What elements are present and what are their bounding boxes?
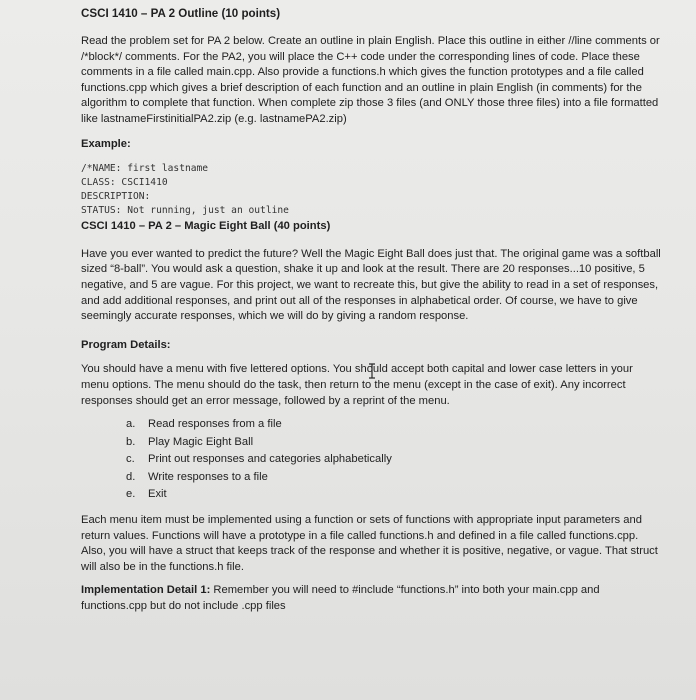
list-marker: d.: [126, 470, 136, 483]
pa2-title: CSCI 1410 – PA 2 – Magic Eight Ball (40 points): [81, 220, 331, 233]
implementation-detail-text: Remember you will need to #include “functions.h” into both your main.cpp and functions.cpp but do not include .cpp files: [81, 584, 600, 613]
outline-instructions: Read the problem set for PA 2 below. Create an outline in plain English. Place this outline in either //line comments or /*block*/ comments. For the PA2, you will place the C++ code under the corresponding lines of code. Place these comments in a file called main.cpp. Also provide a functions.h which gives the function prototypes and a file called functions.cpp which gives a brief description of each function and an outline in plain English (in comments) for the algorithm to complete that function. When complete zip those 3 files (and ONLY those three files) into a file formatted like lastnameFirstinitialPA2.zip (e.g. lastnamePA2.zip): [81, 35, 660, 125]
list-item-text: Exit: [148, 488, 167, 501]
example-label: Example:: [81, 137, 131, 150]
list-item: [126, 470, 663, 486]
code-line: STATUS: Not running, just an outline: [81, 205, 289, 217]
list-item: [126, 487, 663, 503]
list-marker: e.: [126, 488, 136, 501]
pa2-description: Have you ever wanted to predict the future? Well the Magic Eight Ball does just that. The original game was a softball sized “8-ball”. You would ask a question, shake it up and look at the result. There are 20 responses...10 positive, 5 negative, and 5 are vague. For this project, we want to recreate this, but give the ability to read in a set of responses, and add additional responses, and print out all of the responses in alphabetical order. Of course, we have to give seemingly accurate responses, which we will do by giving a random response.: [81, 247, 661, 323]
example-code-block: [81, 162, 663, 218]
list-item-text: Play Magic Eight Ball: [148, 435, 254, 448]
list-item-text: Read responses from a file: [148, 418, 282, 431]
document-content: [81, 6, 663, 615]
code-line: DESCRIPTION:: [81, 191, 151, 203]
list-item-text: Write responses to a file: [148, 470, 268, 483]
menu-options-list: [81, 417, 663, 503]
list-marker: a.: [126, 418, 136, 431]
list-item: [126, 452, 663, 468]
program-details-text: You should have a menu with five lettered options. You should accept both capital and lower case letters in your menu options. The menu should do the task, then return to the menu (except in the case of exit). Any incorrect responses should get an error message, followed by a reprint of the menu.: [81, 363, 633, 407]
code-line: /*NAME: first lastname: [81, 163, 209, 175]
code-line: CLASS: CSCI1410: [81, 177, 168, 189]
implementation-detail-label: Implementation Detail 1:: [81, 584, 211, 597]
list-marker: c.: [126, 453, 135, 466]
program-details-title: Program Details:: [81, 338, 171, 351]
implementation-detail: [81, 583, 663, 614]
list-item: [126, 417, 663, 433]
outline-title: CSCI 1410 – PA 2 Outline (10 points): [81, 7, 281, 20]
text-cursor-icon: [367, 363, 377, 379]
list-marker: b.: [126, 435, 136, 448]
implementation-text: Each menu item must be implemented using a function or sets of functions with appropriate input parameters and return values. Functions will have a prototype in a file called functions.h and defined in a file called functions.cpp. Also, you will have a struct that keeps track of the response and whether it is positive, negative, or vague. That struct will also be in the functions.h file.: [81, 514, 658, 573]
list-item: [126, 435, 663, 451]
list-item-text: Print out responses and categories alphabetically: [148, 453, 392, 466]
